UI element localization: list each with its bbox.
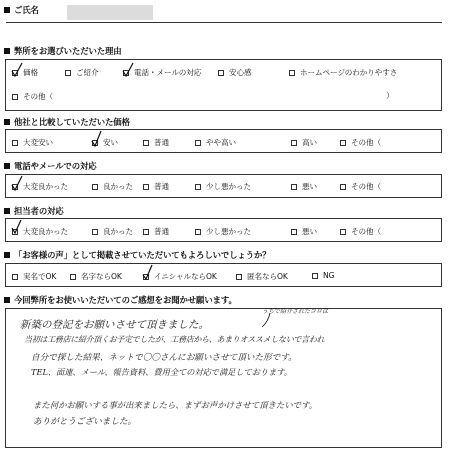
q1-option-referral[interactable]: ご紹介 xyxy=(65,67,98,78)
q3-option-slightly-bad[interactable]: 少し悪かった xyxy=(195,181,251,192)
q2-option-other[interactable]: その他（ xyxy=(340,137,381,148)
q5-option-anonymous[interactable]: 匿名ならOK xyxy=(236,271,288,282)
q4-option-very-good[interactable]: 大変良かった xyxy=(12,226,68,237)
q4-option-slightly-bad[interactable]: 少し悪かった xyxy=(195,226,251,237)
q2-option-very-cheap[interactable]: 大変安い xyxy=(12,137,53,148)
q3-option-other[interactable]: その他（ xyxy=(340,181,381,192)
q2-option-normal[interactable]: 普通 xyxy=(143,137,169,148)
comment-line-6: ありがとうございました。 xyxy=(33,417,137,427)
q3-option-very-good[interactable]: 大変良かった xyxy=(12,181,68,192)
check-mark-phone-very-good xyxy=(12,176,22,190)
q1-other-close-paren: ） xyxy=(386,91,394,100)
q5-option-surname[interactable]: 名字ならOK xyxy=(70,271,122,282)
q2-option-cheap[interactable]: 安い xyxy=(92,137,118,148)
q1-header: 弊所をお選びいただいた理由 xyxy=(4,45,122,57)
comment-line-1: 新築の登記をお願いさせて頂きました。 xyxy=(20,319,209,331)
check-mark-staff-very-good xyxy=(12,220,21,233)
q5-header: 「お客様の声」として掲載させていただいてもよろしいでしょうか？ xyxy=(4,249,271,261)
check-mark-price xyxy=(12,63,22,76)
comment-line-5: また何かお願いする事が出来ましたら、まずお声かけさせて頂きたいです。 xyxy=(33,400,318,410)
name-header: ご氏名 xyxy=(4,4,39,16)
check-mark-phone-email xyxy=(123,63,133,76)
check-mark-initials xyxy=(143,265,152,279)
check-mark-cheap xyxy=(92,131,101,146)
q4-option-normal[interactable]: 普通 xyxy=(143,226,169,237)
q4-header: 担当者の対応 xyxy=(4,205,64,217)
q4-option-bad[interactable]: 悪い xyxy=(291,226,317,237)
q2-header: 他社と比較していただいた価格 xyxy=(4,116,130,128)
q3-option-good[interactable]: 良かった xyxy=(92,181,133,192)
q2-option-high[interactable]: 高い xyxy=(291,137,317,148)
q5-option-ng[interactable]: NG xyxy=(312,271,334,280)
comment-line-2: 当初は工務店に紹介頂くお予定でしたが、工務店から、あまりオススメしないで言われ xyxy=(24,335,325,344)
q4-option-other[interactable]: その他（ xyxy=(340,226,381,237)
q5-option-real-name[interactable]: 実名でOK xyxy=(12,271,56,282)
q1-option-other[interactable]: その他（ xyxy=(12,91,53,102)
q3-option-bad[interactable]: 悪い xyxy=(291,181,317,192)
q4-option-good[interactable]: 良かった xyxy=(92,226,133,237)
q1-option-website[interactable]: ホームページのわかりやすさ xyxy=(289,67,397,78)
q3-option-normal[interactable]: 普通 xyxy=(143,181,169,192)
handwritten-note: うちで紹介されたコロは xyxy=(262,308,328,315)
q1-option-price[interactable]: 価格 xyxy=(12,67,38,78)
q5-option-initials[interactable]: イニシャルならOK xyxy=(143,271,217,282)
handwritten-note-arrow xyxy=(262,313,270,327)
comment-line-4: TEL、面連、メール、報告資料、費用全ての対応で満足しております。 xyxy=(31,367,293,377)
q3-header: 電話やメールでの対応 xyxy=(4,160,97,172)
q2-option-somewhat-high[interactable]: やや高い xyxy=(195,137,236,148)
q1-option-reassurance[interactable]: 安心感 xyxy=(218,67,251,78)
comment-line-3: 自分で探した結果、ネットで〇〇さんにお願いさせて頂いた形です。 xyxy=(31,353,297,363)
q1-option-phone-email[interactable]: 電話・メールの対応 xyxy=(123,67,201,78)
q6-header: 今回弊所をお使いいただいてのご感想をお聞かせ願います。 xyxy=(4,294,237,306)
